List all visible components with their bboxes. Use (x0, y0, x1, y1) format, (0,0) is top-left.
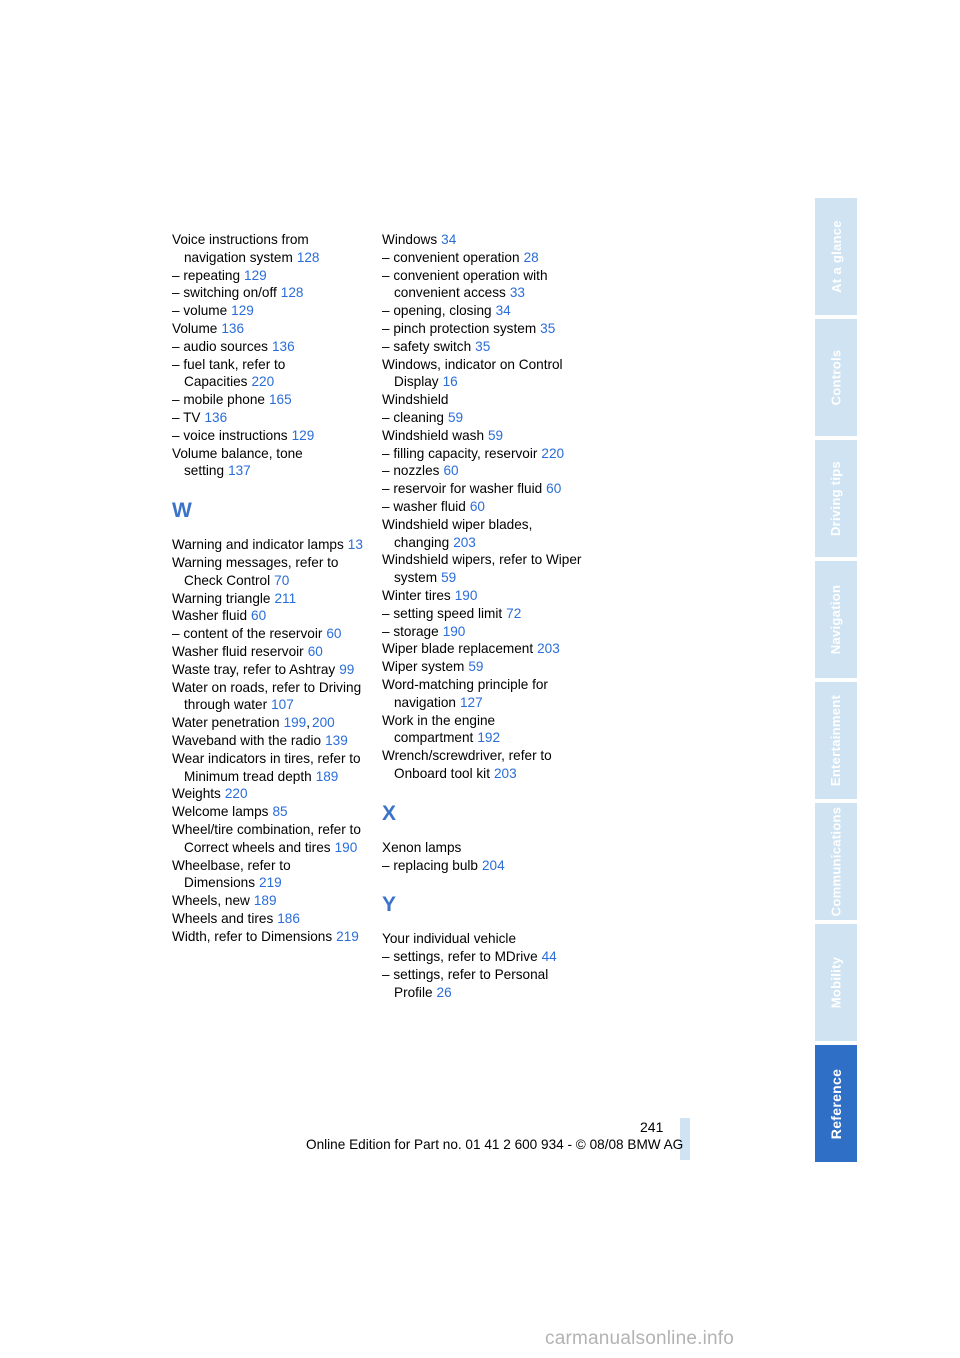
index-entry-text: – TV (172, 409, 201, 425)
index-entry-text: Wheels, new (172, 893, 250, 909)
page-link[interactable]: 60 (546, 481, 562, 497)
index-entry-text: Waveband with the radio (172, 732, 322, 748)
index-entry (172, 391, 372, 409)
entries-v-top (172, 231, 372, 480)
page-link[interactable]: 72 (506, 605, 522, 621)
page-link[interactable]: 127 (459, 694, 483, 710)
index-entry (172, 284, 372, 302)
tab-label: Controls (828, 349, 844, 406)
tab-label: Driving tips (828, 460, 844, 537)
page-link[interactable]: 220 (251, 374, 275, 390)
index-entry-text: Winter tires (382, 587, 451, 603)
index-entry-text: Wheelbase, refer to Dimensions (172, 857, 291, 891)
page-link[interactable]: 136 (271, 338, 295, 354)
page-link[interactable]: 136 (204, 409, 228, 425)
index-entry-text: – reservoir for washer fluid (382, 481, 543, 497)
page-link[interactable]: 128 (280, 285, 304, 301)
index-entry-text: Word-matching principle for navigation (382, 676, 548, 710)
index-entry-text: – cleaning (382, 409, 444, 425)
index-entry-text: – convenient operation with convenient access (382, 267, 548, 301)
page-link[interactable]: 129 (231, 303, 254, 319)
page-link[interactable]: 16 (442, 374, 458, 390)
page-link[interactable]: 60 (443, 463, 459, 479)
index-entry (382, 356, 597, 392)
tab-entertainment[interactable] (815, 682, 857, 799)
index-entry-text: Windows (382, 232, 438, 247)
page-link[interactable]: 60 (469, 498, 485, 514)
index-entry (382, 480, 597, 498)
entries-w-col2 (382, 231, 597, 783)
index-entry (382, 640, 597, 658)
index-entry (382, 857, 597, 875)
page-link[interactable]: 186 (277, 910, 300, 926)
index-entry-text: Warning messages, refer to Check Control (172, 554, 339, 588)
tab-at-a-glance[interactable] (815, 198, 857, 315)
index-entry (382, 948, 597, 966)
index-entry-text: Voice instructions from navigation system (172, 232, 309, 265)
index-entry-text: Water on roads, refer to Driving through water (172, 679, 362, 713)
index-entry (382, 267, 597, 303)
index-entry (172, 409, 372, 427)
index-entry-text: – settings, refer to Personal Profile (382, 966, 549, 1000)
index-entry (172, 590, 372, 608)
page-link[interactable]: 59 (447, 409, 464, 425)
index-entry-text: Wrench/screwdriver, refer to Onboard tool kit (382, 748, 552, 781)
index-entry-text: Windshield wiper blades, changing (382, 516, 533, 550)
index-column-2 (382, 231, 597, 1001)
page-link[interactable]: 189 (253, 893, 277, 909)
index-entry-text: Windows, indicator on Control Display (382, 356, 563, 390)
index-entry-text: Xenon lamps (382, 839, 462, 855)
page-link[interactable]: 13 (347, 537, 363, 553)
index-entry-text: Water penetration (172, 715, 280, 731)
index-entry-text: Wheel/tire combination, refer to Correct wheels and tires (172, 821, 361, 855)
index-entry (382, 676, 597, 712)
index-entry: Water penetration 199, 200 (172, 715, 335, 731)
index-entry (382, 623, 597, 641)
index-entry-text: Washer fluid (172, 608, 248, 624)
index-entry (172, 821, 372, 857)
index-entry-text: – volume (172, 303, 228, 319)
index-entry (172, 910, 372, 928)
index-entry (172, 732, 372, 750)
index-entry (382, 338, 597, 356)
page-link[interactable]: 190 (334, 839, 358, 855)
index-entry (382, 462, 597, 480)
page-link[interactable]: 192 (477, 730, 501, 746)
index-entry (172, 892, 372, 910)
index-entry (172, 928, 372, 946)
page-link[interactable]: 26 (436, 984, 452, 1000)
index-entry (172, 679, 372, 715)
index-entry (382, 320, 597, 338)
tab-label: Mobility (828, 956, 844, 1009)
tab-controls[interactable] (815, 319, 857, 436)
index-entry (382, 409, 597, 427)
page-link[interactable]: 219 (259, 875, 282, 891)
page-link[interactable]: 204 (481, 857, 505, 873)
index-entry (172, 803, 372, 821)
page-link[interactable]: 35 (540, 320, 556, 336)
index-entry (172, 445, 372, 481)
index-entry-text: – washer fluid (382, 498, 466, 514)
index-entry (172, 643, 372, 661)
index-entry (172, 356, 372, 392)
index-entry (172, 661, 372, 679)
page-link[interactable]: 136 (221, 320, 245, 336)
page-link[interactable]: 128 (296, 249, 320, 265)
page-link[interactable]: 99 (339, 661, 355, 677)
section-letter-x: X (382, 801, 397, 825)
page-link[interactable]: 139 (325, 732, 348, 748)
index-entry (382, 658, 597, 676)
section-letter-w: W (172, 499, 192, 523)
tab-reference[interactable] (815, 1045, 857, 1162)
index-entry-text: Windshield wipers, refer to Wiper system (382, 552, 582, 586)
watermark: carmanualsonline.info (545, 1328, 735, 1349)
page-link[interactable]: 59 (441, 570, 457, 586)
page-link[interactable]: 189 (315, 768, 339, 784)
page-link[interactable]: 129 (244, 267, 267, 283)
index-entry (172, 785, 372, 803)
page-link[interactable]: 200 (312, 715, 335, 731)
page-link[interactable]: 28 (523, 249, 539, 265)
page-link[interactable]: 165 (268, 392, 292, 408)
page-number: 241 (640, 1119, 664, 1135)
tab-label: Entertainment (828, 694, 844, 787)
index-entry (382, 498, 597, 516)
entries-w-col1 (172, 536, 372, 945)
page-link[interactable]: 107 (271, 697, 294, 713)
page-link[interactable]: 220 (224, 786, 248, 802)
index-entry (382, 427, 597, 445)
page-link[interactable]: 85 (272, 804, 288, 820)
index-entry (382, 551, 597, 587)
index-entry-text: – safety switch (382, 338, 472, 354)
page-link[interactable]: 203 (493, 765, 517, 781)
index-entry (382, 930, 597, 948)
page-link[interactable]: 60 (251, 608, 267, 624)
index-entry (172, 607, 372, 625)
page-link[interactable]: 60 (326, 626, 342, 642)
index-entry-text: – replacing bulb (382, 857, 478, 873)
index-entry-text: Your individual vehicle (382, 931, 517, 947)
index-entry (172, 554, 372, 590)
footer-text: Online Edition for Part no. 01 41 2 600 934 - © 08/08 BMW AG (306, 1137, 684, 1152)
index-entry-text: – voice instructions (172, 427, 288, 443)
index-entry (382, 231, 597, 249)
index-entry-text: Windshield (382, 392, 449, 408)
page-link[interactable]: 34 (441, 232, 457, 247)
index-entry-text: Volume balance, tone setting (172, 445, 303, 479)
page-link[interactable]: 190 (454, 587, 478, 603)
page-link[interactable]: 59 (488, 427, 504, 443)
index-entry-text: – setting speed limit (382, 605, 503, 621)
section-letter-y: Y (382, 893, 397, 917)
index-entry-text: Width, refer to Dimensions (172, 928, 333, 944)
index-entry (382, 966, 597, 1002)
tab-communications[interactable] (815, 803, 857, 920)
index-entry-text: Wiper blade replacement (382, 641, 534, 657)
page-link[interactable]: 35 (475, 338, 491, 354)
index-entry-text: Welcome lamps (172, 804, 269, 820)
index-entry (172, 427, 372, 445)
tab-navigation[interactable] (815, 561, 857, 678)
index-entry-text: – repeating (172, 267, 241, 283)
index-entry (172, 536, 372, 554)
index-entry-text: Wiper system (382, 659, 465, 675)
index-entry (382, 747, 597, 783)
page-link[interactable]: 33 (509, 285, 525, 301)
index-entry-text: Work in the engine compartment (382, 712, 496, 746)
tab-label: Navigation (828, 584, 844, 655)
page-link[interactable]: 34 (495, 303, 511, 319)
index-entry-text: – audio sources (172, 338, 268, 354)
page-link[interactable]: 220 (541, 445, 565, 461)
index-entry (172, 231, 372, 267)
page-link[interactable]: 70 (274, 572, 290, 588)
index-entry-text: Washer fluid reservoir (172, 643, 304, 659)
index-entry-text: – opening, closing (382, 303, 492, 319)
tab-label: At a glance (828, 220, 844, 293)
index-entry-text: Wear indicators in tires, refer to Minimum tread depth (172, 750, 361, 784)
index-entry-text: Wheels and tires (172, 910, 274, 926)
index-entry-text: – storage (382, 623, 439, 639)
entries-y (382, 930, 597, 1001)
page-link[interactable]: 60 (307, 643, 323, 659)
entries-x (382, 839, 597, 875)
tab-label: Reference (828, 1068, 844, 1139)
page-link[interactable]: 199 (283, 715, 307, 731)
index-entry (382, 605, 597, 623)
index-entry-text: Warning triangle (172, 590, 271, 606)
page-link[interactable]: 211 (274, 590, 297, 606)
tab-driving-tips[interactable] (815, 440, 857, 557)
index-entry (172, 750, 372, 786)
page-link[interactable]: 203 (453, 534, 476, 550)
index-entry (172, 857, 372, 893)
index-entry-text: Volume (172, 320, 218, 336)
index-column-1 (172, 231, 372, 945)
page-link[interactable]: 190 (442, 623, 466, 639)
page-link[interactable]: 219 (336, 928, 359, 944)
index-entry (382, 302, 597, 320)
index-entry (382, 249, 597, 267)
index-entry (172, 267, 372, 285)
index-entry-text: – mobile phone (172, 392, 265, 408)
page-link[interactable]: 44 (541, 949, 557, 965)
page-link[interactable]: 59 (468, 659, 484, 675)
chapter-tabs (815, 198, 857, 1166)
index-entry (172, 302, 372, 320)
index-entry-text: Windshield wash (382, 427, 484, 443)
index-entry-text: – convenient operation (382, 249, 520, 265)
index-entry (172, 625, 372, 643)
index-entry-text: – fuel tank, refer to Capacities (172, 356, 286, 390)
index-entry-text: Waste tray, refer to Ashtray (172, 661, 336, 677)
index-entry-text: – switching on/off (172, 285, 277, 301)
index-entry-text: – nozzles (382, 463, 440, 479)
index-entry (382, 391, 597, 409)
index-entry (382, 445, 597, 463)
index-entry (382, 839, 597, 857)
index-entry (172, 320, 372, 338)
index-entry (382, 587, 597, 605)
index-entry (382, 712, 597, 748)
index-entry-text: – settings, refer to MDrive (382, 949, 538, 965)
tab-label: Communications (828, 806, 844, 917)
tab-mobility[interactable] (815, 924, 857, 1041)
index-entry-text: Warning and indicator lamps (172, 537, 344, 553)
page-link[interactable]: 137 (228, 463, 251, 479)
index-entry-text: – content of the reservoir (172, 626, 323, 642)
index-entry (382, 516, 597, 552)
page-link[interactable]: 203 (537, 641, 560, 657)
index-entry-text: – filling capacity, reservoir (382, 445, 538, 461)
index-entry-text: Weights (172, 786, 221, 802)
index-entry-text: – pinch protection system (382, 320, 537, 336)
index-entry (172, 338, 372, 356)
page-link[interactable]: 129 (291, 427, 315, 443)
